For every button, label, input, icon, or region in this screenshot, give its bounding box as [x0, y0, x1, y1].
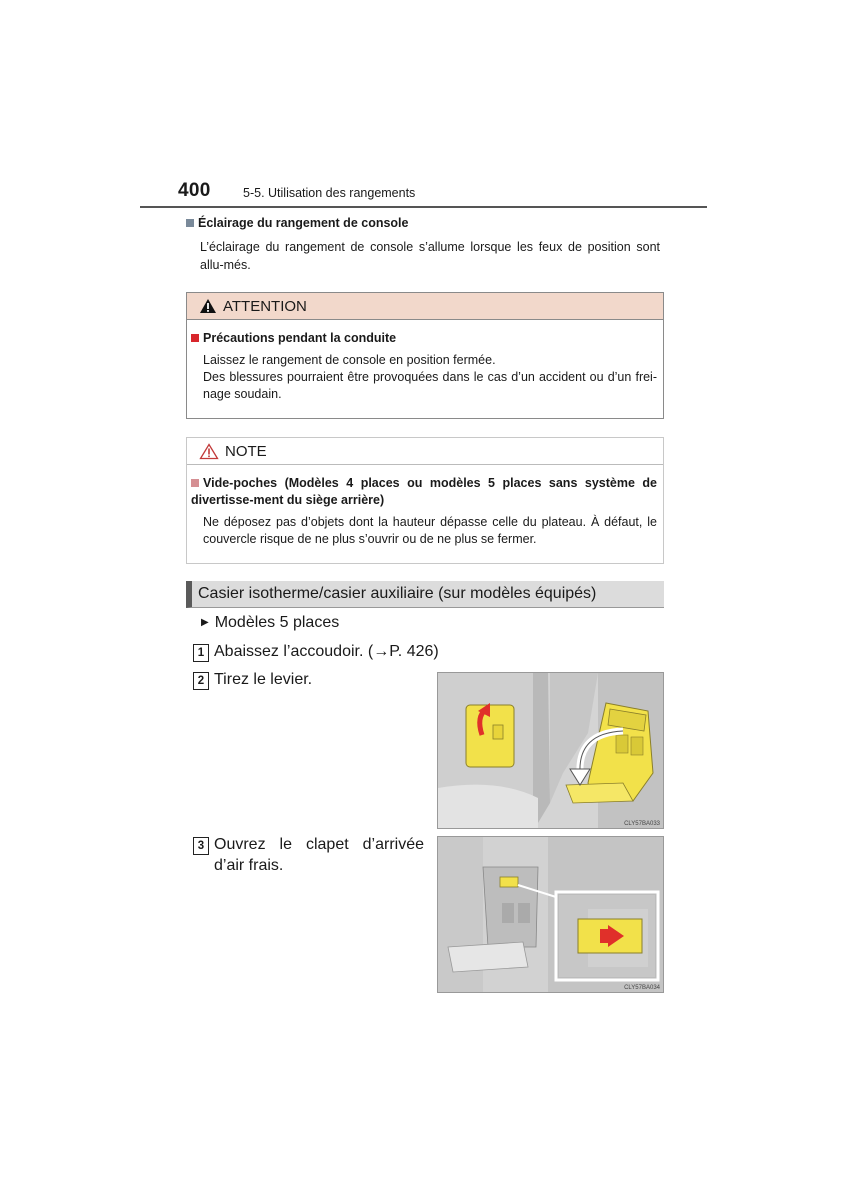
square-bullet-icon [191, 334, 199, 342]
note-box [186, 437, 664, 564]
note-label: NOTE [225, 442, 267, 460]
page-number: 400 [178, 180, 211, 201]
step-number-3: 3 [193, 837, 209, 855]
attention-box [186, 292, 664, 419]
figure-2-code: CLY57BA034 [624, 985, 660, 991]
header-divider [140, 206, 707, 208]
attention-header [187, 293, 663, 320]
step-3-text: Ouvrez le clapet d’arrivée d’air frais. [214, 836, 424, 874]
attention-subtitle-row [191, 330, 396, 347]
section-title: Casier isotherme/casier auxiliaire (sur modèles équipés) [186, 581, 664, 608]
model-line-text: Modèles 5 places [214, 614, 340, 631]
attention-label: ATTENTION [223, 297, 307, 315]
step-number-1: 1 [193, 644, 209, 662]
warning-triangle-icon [199, 298, 217, 314]
attention-line-1: Laissez le rangement de console en position fermée. [203, 353, 496, 367]
note-text: Ne déposez pas d’objets dont la hauteur dépasse celle du plateau. À défaut, le couvercle risque de ne plus s’ouvrir ou de ne plus se fermer. [203, 515, 657, 546]
figure-air-flap [437, 836, 664, 993]
attention-line-2: Des blessures pourraient être provoquées dans le cas d’un accident ou d’un frei-nage soudain. [203, 370, 657, 401]
note-header [187, 438, 663, 465]
model-line [201, 614, 339, 632]
note-subtitle-row [191, 475, 657, 509]
square-bullet-icon [186, 219, 194, 227]
section-reference: 5-5. Utilisation des rangements [243, 186, 416, 200]
step-2-text: Tirez le levier. [214, 671, 313, 688]
note-subtitle: Vide-poches (Modèles 4 places ou modèles 5 places sans système de divertisse-ment du siège arrière) [191, 476, 657, 507]
figure-1-code: CLY57BA033 [624, 821, 660, 827]
step-number-2: 2 [193, 672, 209, 690]
eclairage-text: L’éclairage du rangement de console s’allume lorsque les feux de position sont allu-més. [200, 240, 660, 272]
lever-illustration [438, 673, 663, 828]
warning-triangle-outline-icon [199, 443, 219, 460]
attention-subtitle: Précautions pendant la conduite [203, 331, 397, 345]
step-1-text: Abaissez l’accoudoir. (→P. 426) [214, 643, 439, 660]
eclairage-title: Éclairage du rangement de console [198, 216, 409, 230]
eclairage-heading [186, 216, 408, 230]
square-bullet-icon [191, 479, 199, 487]
air-flap-illustration [438, 837, 663, 992]
right-triangle-bullet-icon: ▶ [201, 617, 209, 628]
figure-lever [437, 672, 664, 829]
